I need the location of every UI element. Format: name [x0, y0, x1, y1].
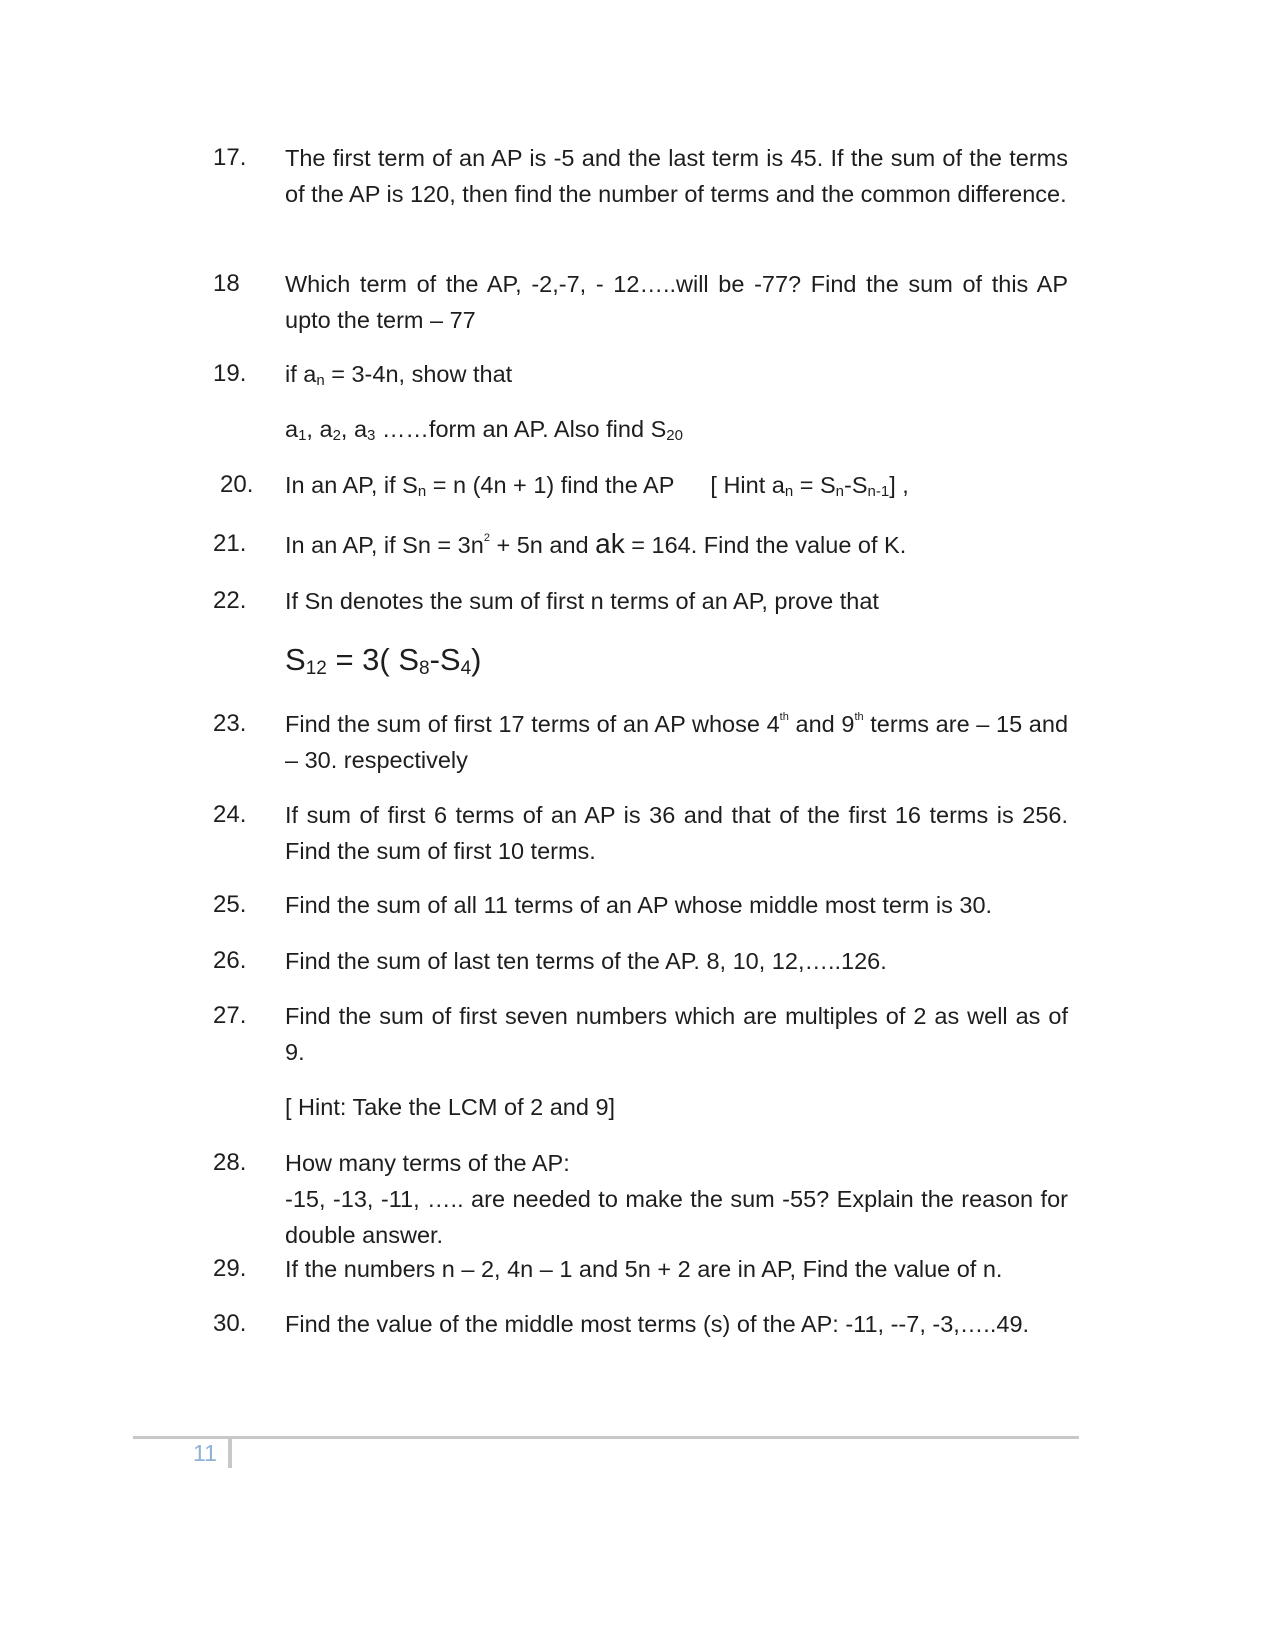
question-number: 17. — [213, 144, 247, 171]
question-text: In an AP, if $S_n = n$ (4n + 1) find the AP [ Hint $a_n = S_n-S_{n-1}$] , — [285, 472, 909, 500]
question-text: $a_1$, $a_2$, $a_3$ ……form an AP. Also find $S_{20}$ — [285, 416, 683, 444]
question-text: Which term of the AP, -2,-7, - 12…..will be -77? Find the sum of this AP upto the term – 77 — [285, 271, 1068, 333]
footer-divider — [133, 1436, 1079, 1439]
question-text: Find the sum of first seven numbers which are multiples of 2 as well as of 9. — [285, 1003, 1068, 1065]
question-number: 21. — [213, 530, 247, 557]
question-number: 18 — [213, 270, 240, 297]
hint: [ Hint $a_n = S_n-S_{n-1}$] , — [710, 472, 909, 500]
question-number: 26. — [213, 947, 247, 974]
question-text: If the numbers n – 2, 4n – 1 and 5n + 2 are in AP, Find the value of n. — [285, 1256, 1003, 1282]
question-number: 19. — [213, 360, 247, 387]
question-text: How many terms of the AP: -15, -13, -11, ….. are needed to make the sum -55? Explain the reason for double answer. — [285, 1150, 1068, 1248]
question-number: 20. — [220, 471, 254, 498]
question-number: 22. — [213, 587, 247, 614]
page-number: 11 — [193, 1440, 217, 1466]
question-text: Find the sum of all 11 terms of an AP whose middle most term is 30. — [285, 892, 993, 918]
question-number: 29. — [213, 1255, 247, 1282]
hint: [ Hint: Take the LCM of 2 and 9] — [285, 1094, 616, 1120]
question-text: If sum of first 6 terms of an AP is 36 and that of the first 16 terms is 256. Find the sum of first 10 terms. — [285, 802, 1068, 864]
question-text: The first term of an AP is -5 and the last term is 45. If the sum of the terms of the AP is 120, then find the number of terms and the common difference. — [285, 145, 1068, 207]
question-number: 25. — [213, 891, 247, 918]
question-text: Find the sum of first 17 terms of an AP whose 4th and 9th terms are – 15 and – 30. respectively — [285, 711, 1069, 773]
question-text: If Sn denotes the sum of first n terms of an AP, prove that — [285, 588, 879, 614]
question-text: Find the sum of last ten terms of the AP. 8, 10, 12,…..126. — [285, 948, 887, 974]
question-text: if $a_n = 3-4n$, show that — [285, 361, 513, 389]
question-text: Find the value of the middle most terms (s) of the AP: -11, --7, -3,…..49. — [285, 1311, 1030, 1337]
footer-vertical-bar — [228, 1438, 232, 1468]
question-number: 24. — [213, 801, 247, 828]
question-text: In an AP, if $Sn = 3n^2 + 5n$ and ak = 164. Find the value of K. — [285, 528, 907, 559]
question-number: 30. — [213, 1310, 247, 1337]
formula: $S_{12} = 3$( $S_8-S_4$) — [285, 642, 482, 679]
question-number: 27. — [213, 1002, 247, 1029]
question-number: 28. — [213, 1149, 247, 1176]
question-number: 23. — [213, 710, 247, 737]
